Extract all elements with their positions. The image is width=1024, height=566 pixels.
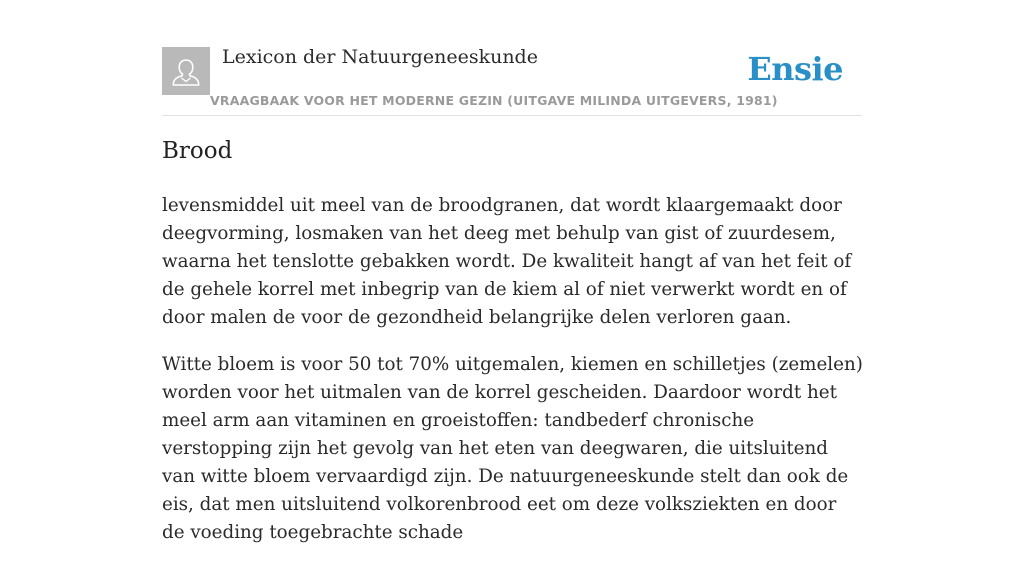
ensie-logo[interactable]: Ensie xyxy=(747,50,843,88)
entry-paragraph: levensmiddel uit meel van de broodgranen, dat wordt klaargemaakt door deegvorming, losmaken van het deeg met behulp van gist of zuurdesem, waarna het tenslotte gebakken wordt. De kwaliteit hangt af van het feit of de gehele korrel met inbegrip van de kiem al of niet verwerkt wordt en of door malen de voor de gezondheid belangrijke delen verloren gaan. xyxy=(162,195,852,328)
header xyxy=(162,0,862,116)
collection-title[interactable]: Lexicon der Natuurgeneeskunde xyxy=(222,46,538,68)
entry-paragraph: Witte bloem is voor 50 tot 70% uitgemalen, kiemen en schilletjes (zemelen) worden voor het uitmalen van de korrel gescheiden. Daardoor wordt het meel arm aan vitaminen en groeistoffen: tandbederf chronische verstopping zijn het gevolg van het eten van deegwaren, die uitsluitend van witte bloem vervaardigd zijn. De natuurgeneeskunde stelt dan ook de eis, dat men uitsluitend volkorenbrood eet om deze volksziekten en door de voeding toegebrachte schade xyxy=(162,354,863,543)
collection-subtitle: VRAAGBAAK VOOR HET MODERNE GEZIN (UITGAVE MILINDA UITGEVERS, 1981) xyxy=(210,93,778,108)
page xyxy=(162,0,863,543)
entry-body xyxy=(162,192,864,566)
author-avatar[interactable] xyxy=(162,47,210,95)
entry-title: Brood xyxy=(162,138,233,164)
user-silhouette-icon xyxy=(162,47,210,95)
